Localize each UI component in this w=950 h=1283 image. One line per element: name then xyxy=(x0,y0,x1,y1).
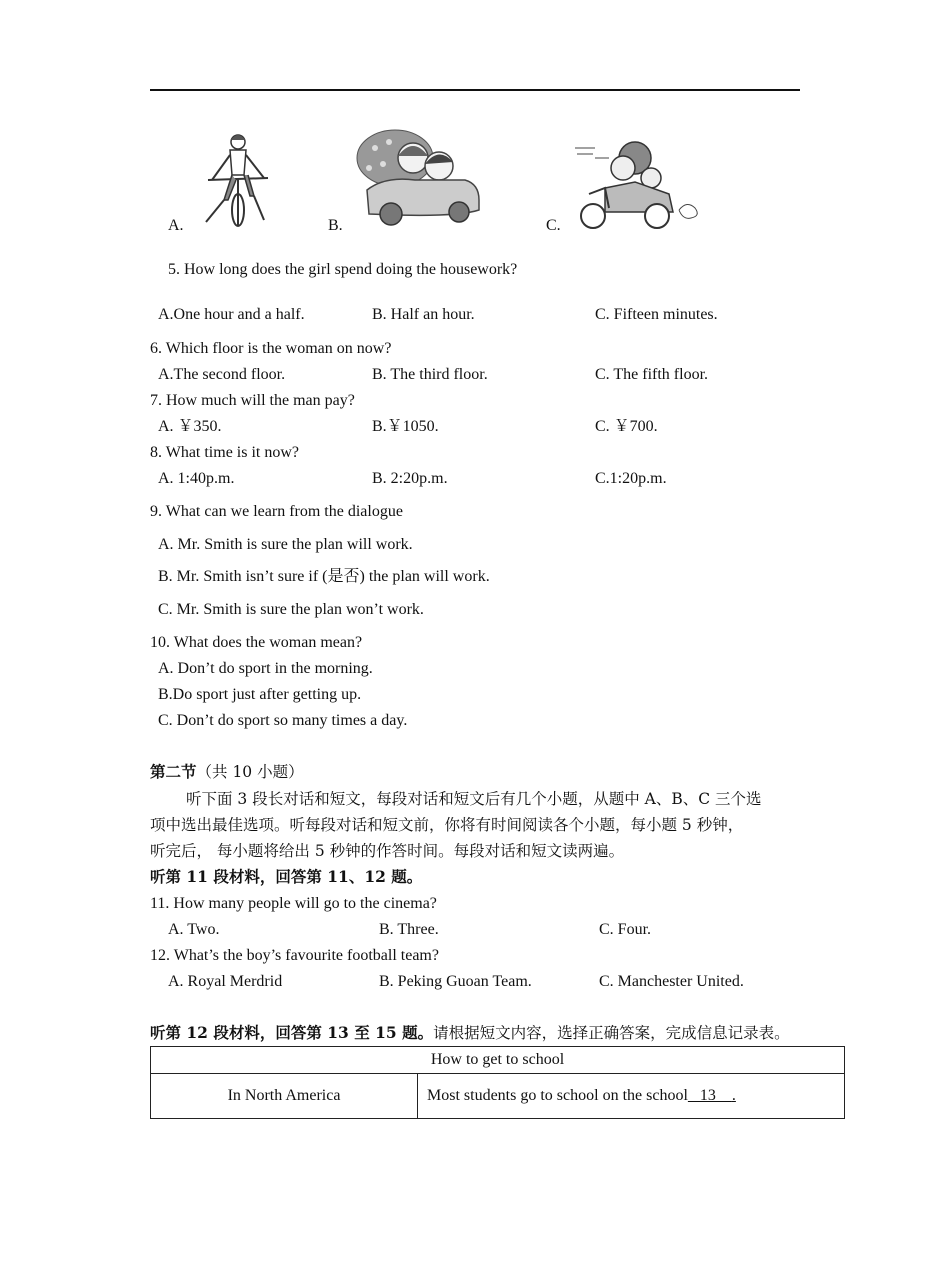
q7-option-a: A. ￥350. xyxy=(158,418,222,435)
q11-option-b: B. Three. xyxy=(379,921,439,938)
q4-option-a-label: A. xyxy=(168,217,184,234)
q10-option-a: A. Don’t do sport in the morning. xyxy=(158,660,373,677)
section2-title: 第二节 xyxy=(150,762,197,781)
q6-option-c: C. The fifth floor. xyxy=(595,366,709,383)
girl-on-bicycle-image xyxy=(198,130,274,230)
table-header-cell: How to get to school xyxy=(151,1047,845,1074)
table-row-label: In North America xyxy=(151,1074,418,1119)
q9-option-c: C. Mr. Smith is sure the plan won’t work. xyxy=(158,601,424,618)
section2-heading xyxy=(150,763,304,782)
table-row-content xyxy=(418,1074,845,1119)
part12-heading xyxy=(150,1024,790,1043)
q9-option-a: A. Mr. Smith is sure the plan will work. xyxy=(158,536,413,553)
part11-heading: 听第 11 段材料，回答第 11、12 题。 xyxy=(150,867,423,886)
q8-option-b: B. 2:20p.m. xyxy=(372,470,448,487)
info-record-table xyxy=(150,1046,845,1119)
couple-in-car-image xyxy=(355,128,485,230)
q12-option-c: C. Manchester United. xyxy=(599,973,744,990)
table-row xyxy=(151,1074,845,1119)
q4-option-b-label: B. xyxy=(328,217,343,234)
q7-question: 7. How much will the man pay? xyxy=(150,392,355,409)
part12-heading-bold: 听第 12 段材料，回答第 13 至 15 题。 xyxy=(150,1023,434,1042)
q5-option-c: C. Fifteen minutes. xyxy=(595,306,718,323)
q8-question: 8. What time is it now? xyxy=(150,444,300,461)
q6-option-b: B. The third floor. xyxy=(372,366,488,383)
q5-question: 5. How long does the girl spend doing the housework? xyxy=(168,261,518,278)
q11-question: 11. How many people will go to the cinema? xyxy=(150,895,437,912)
q12-option-a: A. Royal Merdrid xyxy=(168,973,283,990)
section2-count: （共 10 小题） xyxy=(196,763,304,781)
q8-option-c: C.1:20p.m. xyxy=(595,470,667,487)
q4-option-c-label: C. xyxy=(546,217,561,234)
q12-option-b: B. Peking Guoan Team. xyxy=(379,973,532,990)
q9-option-b: B. Mr. Smith isn’t sure if (是否) the plan will work. xyxy=(158,568,490,585)
q6-option-a: A.The second floor. xyxy=(158,366,286,383)
q10-question: 10. What does the woman mean? xyxy=(150,634,363,651)
people-on-scooter-image xyxy=(565,138,701,232)
q7-option-b: B.￥1050. xyxy=(372,418,439,435)
q6-question: 6. Which floor is the woman on now? xyxy=(150,340,392,357)
section2-instruction-line3: 听完后， 每小题将给出 5 秒钟的作答时间。每段对话和短文读两遍。 xyxy=(150,842,625,860)
q11-option-c: C. Four. xyxy=(599,921,652,938)
section2-instruction-line2: 项中选出最佳选项。听每段对话和短文前，你将有时间阅读各个小题，每小题 5 秒钟， xyxy=(150,816,744,834)
answer-blank-13: 13 xyxy=(687,1087,732,1104)
q12-question: 12. What’s the boy’s favourite football team? xyxy=(150,947,439,964)
q10-option-b: B.Do sport just after getting up. xyxy=(158,686,362,703)
q9-question: 9. What can we learn from the dialogue xyxy=(150,503,403,520)
section2-instruction-line1: 听下面 3 段长对话和短文，每段对话和短文后有几个小题，从题中 A、B、C 三个选 xyxy=(186,790,762,808)
q5-option-a: A.One hour and a half. xyxy=(158,306,305,323)
q10-option-c: C. Don’t do sport so many times a day. xyxy=(158,712,408,729)
q7-option-c: C. ￥700. xyxy=(595,418,658,435)
part12-heading-rest: 请根据短文内容，选择正确答案，完成信息记录表。 xyxy=(433,1024,790,1042)
table-header-row xyxy=(151,1047,845,1074)
q8-option-a: A. 1:40p.m. xyxy=(158,470,235,487)
header-rule xyxy=(150,89,800,91)
table-row-end: . xyxy=(731,1087,736,1104)
table-row-text: Most students go to school on the school xyxy=(427,1087,688,1104)
q11-option-a: A. Two. xyxy=(168,921,220,938)
q5-option-b: B. Half an hour. xyxy=(372,306,475,323)
